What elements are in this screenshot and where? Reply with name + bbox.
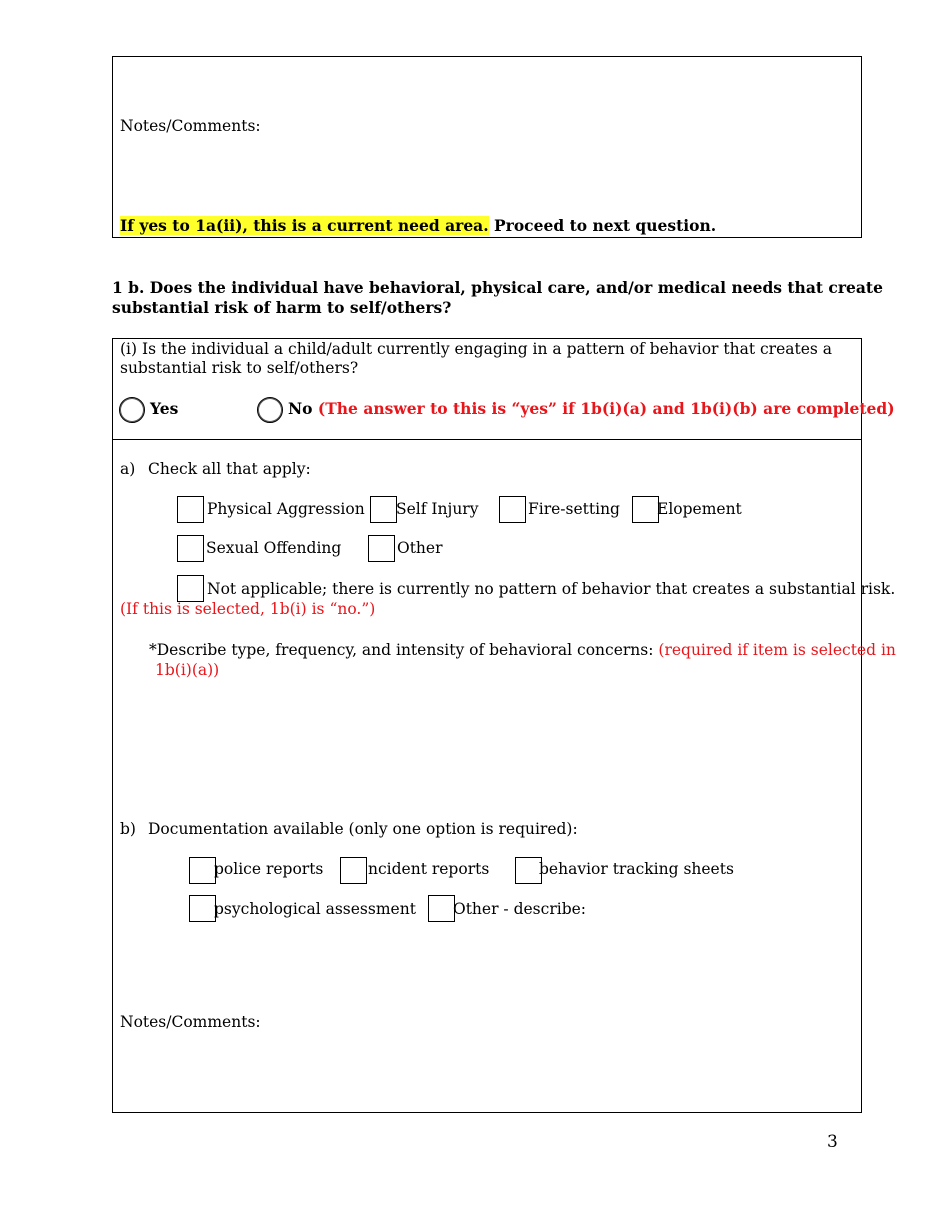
checkbox-fire-setting[interactable] (499, 496, 526, 523)
no-label: No (288, 399, 313, 418)
question-1b-heading-line2: substantial risk of harm to self/others? (112, 298, 452, 317)
no-label-group (288, 399, 895, 418)
checkbox-not-applicable[interactable] (177, 575, 204, 602)
option-other-describe: Other - describe: (453, 900, 587, 918)
option-police-reports: police reports (214, 860, 324, 878)
checkbox-other-describe[interactable] (428, 895, 455, 922)
checkbox-other[interactable] (368, 535, 395, 562)
part-a-marker: a) (120, 460, 136, 478)
checkbox-incident-reports[interactable] (340, 857, 367, 884)
question-1b-i-line1: (i) Is the individual a child/adult currently engaging in a pattern of behavior that creates a (120, 340, 833, 358)
part-b-marker: b) (120, 820, 136, 838)
describe-label: *Describe type, frequency, and intensity of behavioral concerns: (149, 641, 659, 659)
option-fire-setting: Fire-setting (528, 500, 620, 518)
yes-label: Yes (150, 399, 179, 418)
no-radio[interactable] (257, 397, 283, 423)
no-note: (The answer to this is “yes” if 1b(i)(a) and 1b(i)(b) are completed) (317, 399, 895, 418)
checkbox-behavior-tracking-sheets[interactable] (515, 857, 542, 884)
checkbox-sexual-offending[interactable] (177, 535, 204, 562)
notes-label: Notes/Comments: (120, 117, 261, 135)
checkbox-self-injury[interactable] (370, 496, 397, 523)
page-number: 3 (827, 1132, 838, 1152)
checkbox-physical-aggression[interactable] (177, 496, 204, 523)
option-self-injury: Self Injury (396, 500, 479, 518)
part-a-label: Check all that apply: (148, 460, 311, 478)
describe-line1 (149, 641, 896, 659)
yes-radio[interactable] (119, 397, 145, 423)
option-physical-aggression: Physical Aggression (207, 500, 365, 518)
instruction-rest: Proceed to next question. (488, 216, 717, 235)
instruction-highlight: If yes to 1a(ii), this is a current need area. (120, 216, 489, 235)
option-sexual-offending: Sexual Offending (206, 539, 342, 557)
checkbox-elopement[interactable] (632, 496, 659, 523)
option-psychological-assessment: psychological assessment (214, 900, 416, 918)
question-1b-heading-line1: 1 b. Does the individual have behavioral, physical care, and/or medical needs that create (112, 278, 883, 297)
option-not-applicable: Not applicable; there is currently no pattern of behavior that creates a substantial risk. (207, 580, 896, 598)
describe-note-line2: 1b(i)(a)) (155, 661, 220, 679)
checkbox-police-reports[interactable] (189, 857, 216, 884)
notes-box-1a (112, 56, 862, 238)
notes-label-1b: Notes/Comments: (120, 1013, 261, 1031)
option-other: Other (397, 539, 443, 557)
describe-note-line1: (required if item is selected in (658, 641, 896, 659)
not-applicable-note: (If this is selected, 1b(i) is “no.”) (120, 600, 376, 618)
checkbox-psychological-assessment[interactable] (189, 895, 216, 922)
option-behavior-tracking-sheets: behavior tracking sheets (539, 860, 734, 878)
option-elopement: Elopement (657, 500, 742, 518)
option-incident-reports: ncident reports (368, 860, 490, 878)
part-b-label: Documentation available (only one option is required): (148, 820, 578, 838)
question-1b-i-line2: substantial risk to self/others? (120, 359, 359, 377)
instruction-text (120, 216, 716, 235)
